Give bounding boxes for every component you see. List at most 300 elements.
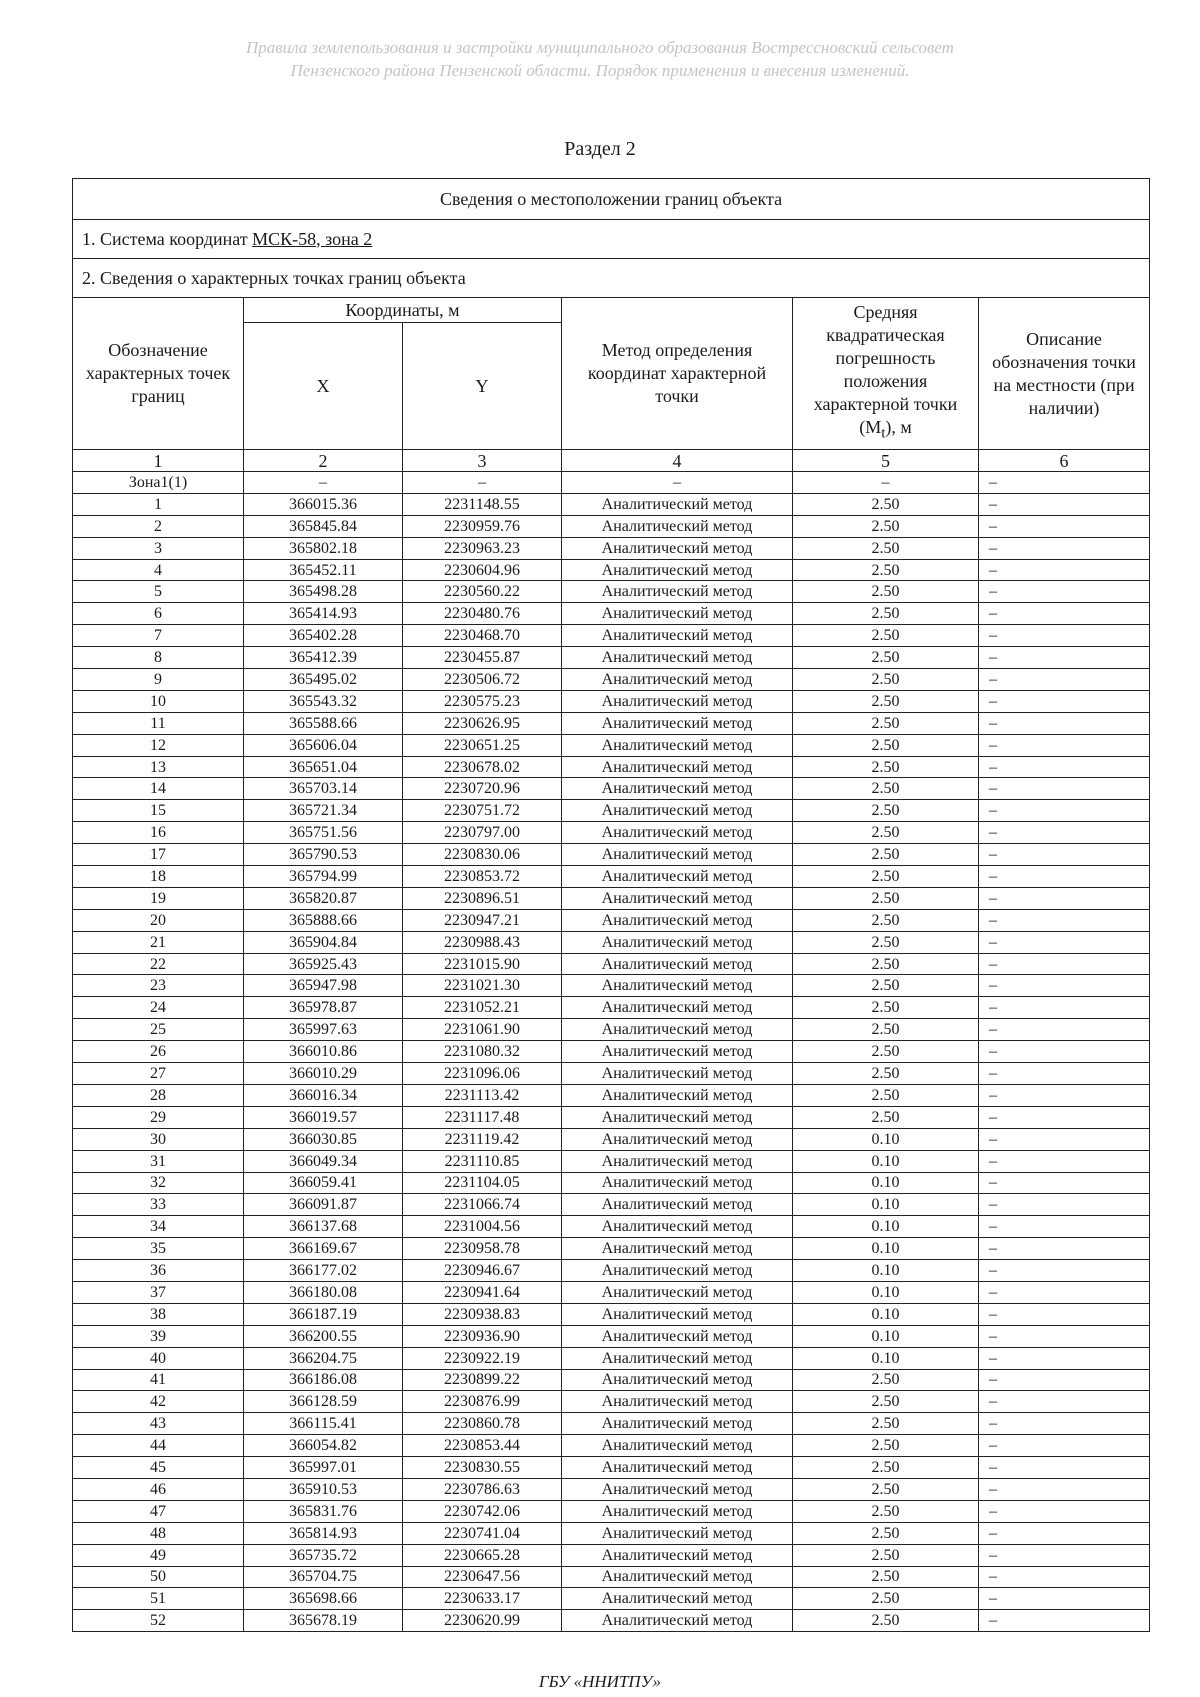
- table-cell: 2.50: [793, 822, 979, 844]
- table-cell: 2230830.55: [403, 1457, 562, 1479]
- table-cell: –: [979, 778, 1150, 800]
- table-cell: –: [979, 1281, 1150, 1303]
- table-row: [73, 1019, 1150, 1041]
- table-row: [73, 1325, 1150, 1347]
- table-cell: 24: [73, 997, 244, 1019]
- table-cell: –: [979, 931, 1150, 953]
- table-cell: 2.50: [793, 975, 979, 997]
- table-cell: 2.50: [793, 1369, 979, 1391]
- table-cell: Аналитический метод: [562, 581, 793, 603]
- table-cell: 365814.93: [244, 1522, 403, 1544]
- table-cell: 27: [73, 1063, 244, 1085]
- table-row: [73, 756, 1150, 778]
- table-cell: 2.50: [793, 887, 979, 909]
- table-cell: 32: [73, 1172, 244, 1194]
- table-cell: 2231148.55: [403, 493, 562, 515]
- table-cell: 366115.41: [244, 1413, 403, 1435]
- table-row: [73, 493, 1150, 515]
- table-cell: Аналитический метод: [562, 1260, 793, 1282]
- table-cell: 6: [73, 603, 244, 625]
- table-cell: 2230560.22: [403, 581, 562, 603]
- table-cell: Аналитический метод: [562, 669, 793, 691]
- table-cell: –: [979, 603, 1150, 625]
- table-cell: 43: [73, 1413, 244, 1435]
- table-cell: 2.50: [793, 734, 979, 756]
- table-cell: –: [979, 1500, 1150, 1522]
- table-cell: 365606.04: [244, 734, 403, 756]
- table-row: [73, 778, 1150, 800]
- table-cell: 2.50: [793, 1566, 979, 1588]
- table-cell: 365412.39: [244, 647, 403, 669]
- table-cell: 366059.41: [244, 1172, 403, 1194]
- table-cell: Аналитический метод: [562, 1128, 793, 1150]
- table-cell: 0.10: [793, 1150, 979, 1172]
- table-row: [73, 1478, 1150, 1500]
- table-cell: –: [403, 472, 562, 494]
- table-cell: 47: [73, 1500, 244, 1522]
- table-cell: 0.10: [793, 1238, 979, 1260]
- table-cell: 365997.01: [244, 1457, 403, 1479]
- table-cell: 40: [73, 1347, 244, 1369]
- table-cell: 366128.59: [244, 1391, 403, 1413]
- table-cell: 2230988.43: [403, 931, 562, 953]
- table-cell: 2.50: [793, 1588, 979, 1610]
- points-body: [73, 472, 1150, 1632]
- table-cell: 366015.36: [244, 493, 403, 515]
- table-cell: 2230455.87: [403, 647, 562, 669]
- table-cell: 365735.72: [244, 1544, 403, 1566]
- table-cell: 2.50: [793, 1413, 979, 1435]
- coordinate-system-value: МСК-58, зона 2: [252, 228, 373, 249]
- table-row: [73, 1216, 1150, 1238]
- table-cell: –: [979, 1106, 1150, 1128]
- table-cell: 26: [73, 1041, 244, 1063]
- table-cell: Аналитический метод: [562, 734, 793, 756]
- table-cell: 2.50: [793, 1478, 979, 1500]
- table-cell: 2.50: [793, 953, 979, 975]
- table-cell: Аналитический метод: [562, 1347, 793, 1369]
- table-cell: 2230626.95: [403, 712, 562, 734]
- table-row: [73, 1303, 1150, 1325]
- table-row: [73, 1128, 1150, 1150]
- table-cell: 16: [73, 822, 244, 844]
- table-cell: Аналитический метод: [562, 1216, 793, 1238]
- table-cell: 15: [73, 800, 244, 822]
- table-row: [73, 1063, 1150, 1085]
- table-row: [73, 1435, 1150, 1457]
- table-cell: 2.50: [793, 690, 979, 712]
- table-row: [73, 1150, 1150, 1172]
- table-cell: Аналитический метод: [562, 647, 793, 669]
- table-cell: –: [979, 1610, 1150, 1632]
- table-row: [73, 997, 1150, 1019]
- table-cell: 11: [73, 712, 244, 734]
- table-cell: 365414.93: [244, 603, 403, 625]
- table-cell: 365498.28: [244, 581, 403, 603]
- table-cell: –: [979, 887, 1150, 909]
- table-cell: 366200.55: [244, 1325, 403, 1347]
- table-row: [73, 690, 1150, 712]
- table-cell: 2230936.90: [403, 1325, 562, 1347]
- table-cell: 366054.82: [244, 1435, 403, 1457]
- table-row: [73, 1566, 1150, 1588]
- table-row: [73, 844, 1150, 866]
- table-cell: Аналитический метод: [562, 1457, 793, 1479]
- table-cell: –: [244, 472, 403, 494]
- table-cell: 39: [73, 1325, 244, 1347]
- table-cell: –: [562, 472, 793, 494]
- table-cell: 0.10: [793, 1281, 979, 1303]
- table-cell: 2231021.30: [403, 975, 562, 997]
- table-cell: 366016.34: [244, 1084, 403, 1106]
- table-cell: Аналитический метод: [562, 1369, 793, 1391]
- table-cell: 2.50: [793, 493, 979, 515]
- table-row: [73, 1238, 1150, 1260]
- table-cell: –: [979, 997, 1150, 1019]
- table-cell: 46: [73, 1478, 244, 1500]
- table-cell: 366186.08: [244, 1369, 403, 1391]
- table-cell: –: [979, 800, 1150, 822]
- table-cell: 366010.29: [244, 1063, 403, 1085]
- table-cell: 2.50: [793, 581, 979, 603]
- table-cell: 2230720.96: [403, 778, 562, 800]
- table-row: [73, 887, 1150, 909]
- table-cell: –: [979, 1457, 1150, 1479]
- table-cell: 2231117.48: [403, 1106, 562, 1128]
- table-cell: 2230958.78: [403, 1238, 562, 1260]
- table-cell: 7: [73, 625, 244, 647]
- table-cell: 0.10: [793, 1303, 979, 1325]
- table-row: [73, 625, 1150, 647]
- table-cell: 33: [73, 1194, 244, 1216]
- table-cell: 365588.66: [244, 712, 403, 734]
- points-heading: 2. Сведения о характерных точках границ объекта: [73, 259, 1150, 298]
- table-cell: Аналитический метод: [562, 1281, 793, 1303]
- header-coordinates: Координаты, м: [244, 298, 562, 323]
- table-cell: 2.50: [793, 1500, 979, 1522]
- table-row: [73, 1391, 1150, 1413]
- table-cell: 0.10: [793, 1194, 979, 1216]
- table-cell: 2231015.90: [403, 953, 562, 975]
- table-row: [73, 669, 1150, 691]
- table-cell: 44: [73, 1435, 244, 1457]
- table-cell: Аналитический метод: [562, 756, 793, 778]
- table-cell: 2.50: [793, 712, 979, 734]
- table-cell: Аналитический метод: [562, 1063, 793, 1085]
- table-cell: 2.50: [793, 1019, 979, 1041]
- table-cell: 2230959.76: [403, 515, 562, 537]
- table-cell: Аналитический метод: [562, 866, 793, 888]
- table-cell: 2.50: [793, 844, 979, 866]
- table-cell: Аналитический метод: [562, 997, 793, 1019]
- table-cell: Аналитический метод: [562, 1150, 793, 1172]
- table-cell: –: [979, 493, 1150, 515]
- table-cell: 45: [73, 1457, 244, 1479]
- table-cell: 366180.08: [244, 1281, 403, 1303]
- table-cell: 365888.66: [244, 909, 403, 931]
- table-cell: 2230786.63: [403, 1478, 562, 1500]
- table-cell: 29: [73, 1106, 244, 1128]
- table-cell: –: [979, 712, 1150, 734]
- table-cell: 2.50: [793, 1391, 979, 1413]
- table-cell: 365845.84: [244, 515, 403, 537]
- table-cell: 365452.11: [244, 559, 403, 581]
- table-cell: Аналитический метод: [562, 953, 793, 975]
- table-cell: 2230946.67: [403, 1260, 562, 1282]
- table-cell: –: [979, 581, 1150, 603]
- table-row: [73, 1544, 1150, 1566]
- table-cell: 2.50: [793, 1041, 979, 1063]
- table-cell: 2.50: [793, 866, 979, 888]
- table-cell: 365978.87: [244, 997, 403, 1019]
- table-row: [73, 712, 1150, 734]
- table-cell: 2230506.72: [403, 669, 562, 691]
- table-cell: 2231119.42: [403, 1128, 562, 1150]
- table-cell: 2230741.04: [403, 1522, 562, 1544]
- table-cell: 365910.53: [244, 1478, 403, 1500]
- table-cell: 4: [73, 559, 244, 581]
- table-row: [73, 1457, 1150, 1479]
- table-cell: 12: [73, 734, 244, 756]
- table-cell: 52: [73, 1610, 244, 1632]
- table-cell: Аналитический метод: [562, 1588, 793, 1610]
- header-error-text: Средняя квадратическая погрешность положения характерной точки (M: [813, 302, 958, 438]
- coordinate-system-row: [73, 220, 1150, 259]
- table-cell: 365947.98: [244, 975, 403, 997]
- table-cell: 2230876.99: [403, 1391, 562, 1413]
- table-cell: 2.50: [793, 800, 979, 822]
- table-cell: 2230604.96: [403, 559, 562, 581]
- table-cell: 14: [73, 778, 244, 800]
- table-cell: 366091.87: [244, 1194, 403, 1216]
- table-cell: 0.10: [793, 1172, 979, 1194]
- table-cell: –: [979, 1347, 1150, 1369]
- table-cell: Аналитический метод: [562, 844, 793, 866]
- table-cell: 17: [73, 844, 244, 866]
- table-cell: Аналитический метод: [562, 1610, 793, 1632]
- table-cell: 365495.02: [244, 669, 403, 691]
- table-cell: 2231113.42: [403, 1084, 562, 1106]
- table-cell: 2.50: [793, 1063, 979, 1085]
- table-cell: –: [979, 909, 1150, 931]
- table-cell: 2.50: [793, 537, 979, 559]
- table-row: [73, 909, 1150, 931]
- table-cell: –: [979, 844, 1150, 866]
- table-cell: 5: [73, 581, 244, 603]
- table-cell: –: [979, 975, 1150, 997]
- table-cell: Аналитический метод: [562, 909, 793, 931]
- table-row: [73, 581, 1150, 603]
- table-cell: 0.10: [793, 1216, 979, 1238]
- table-cell: 2230651.25: [403, 734, 562, 756]
- table-cell: 25: [73, 1019, 244, 1041]
- table-row: [73, 1413, 1150, 1435]
- table-row: [73, 647, 1150, 669]
- table-cell: 2230647.56: [403, 1566, 562, 1588]
- table-cell: Аналитический метод: [562, 603, 793, 625]
- header-error-subscript: t: [881, 425, 886, 442]
- table-cell: 2231066.74: [403, 1194, 562, 1216]
- table-cell: Аналитический метод: [562, 712, 793, 734]
- table-cell: 2230633.17: [403, 1588, 562, 1610]
- section-title: Раздел 2: [564, 138, 636, 160]
- table-cell: Аналитический метод: [562, 493, 793, 515]
- table-cell: 2230853.72: [403, 866, 562, 888]
- table-cell: –: [979, 1172, 1150, 1194]
- table-row: [73, 822, 1150, 844]
- column-number: 2: [244, 450, 403, 472]
- table-cell: 2230853.44: [403, 1435, 562, 1457]
- header-x: X: [244, 323, 403, 450]
- table-cell: –: [979, 690, 1150, 712]
- table-row: [73, 1588, 1150, 1610]
- table-row: [73, 1194, 1150, 1216]
- table-cell: 18: [73, 866, 244, 888]
- table-cell: –: [979, 669, 1150, 691]
- header-y: Y: [403, 323, 562, 450]
- table-cell: –: [979, 1566, 1150, 1588]
- table-row: [73, 953, 1150, 975]
- table-cell: 365831.76: [244, 1500, 403, 1522]
- header-mean-square-error: [793, 298, 979, 450]
- table-cell: Зона1(1): [73, 472, 244, 494]
- table-cell: 365651.04: [244, 756, 403, 778]
- table-cell: –: [979, 1019, 1150, 1041]
- table-cell: –: [979, 515, 1150, 537]
- column-number: 5: [793, 450, 979, 472]
- table-cell: 2230830.06: [403, 844, 562, 866]
- table-cell: 2.50: [793, 997, 979, 1019]
- column-numbers-row: [73, 450, 1150, 472]
- table-cell: 2.50: [793, 756, 979, 778]
- table-cell: –: [979, 1544, 1150, 1566]
- table-cell: 2230963.23: [403, 537, 562, 559]
- table-cell: 2.50: [793, 778, 979, 800]
- table-cell: 2230742.06: [403, 1500, 562, 1522]
- table-cell: 2.50: [793, 1522, 979, 1544]
- table-cell: 2231061.90: [403, 1019, 562, 1041]
- table-cell: 365820.87: [244, 887, 403, 909]
- table-cell: 21: [73, 931, 244, 953]
- table-cell: –: [979, 1478, 1150, 1500]
- table-cell: –: [979, 1063, 1150, 1085]
- table-cell: 2230922.19: [403, 1347, 562, 1369]
- running-header: [140, 36, 1060, 82]
- table-cell: Аналитический метод: [562, 1194, 793, 1216]
- table-row: [73, 1610, 1150, 1632]
- table-cell: –: [979, 625, 1150, 647]
- table-cell: Аналитический метод: [562, 1478, 793, 1500]
- table-cell: 41: [73, 1369, 244, 1391]
- table-cell: 2230797.00: [403, 822, 562, 844]
- header-method: Метод определения координат характерной точки: [562, 298, 793, 450]
- table-cell: 10: [73, 690, 244, 712]
- footer: ГБУ «ННИТПУ»: [538, 1672, 662, 1691]
- table-row: [73, 1106, 1150, 1128]
- table-cell: 9: [73, 669, 244, 691]
- table-cell: –: [979, 1522, 1150, 1544]
- column-number: 3: [403, 450, 562, 472]
- table-cell: 2.50: [793, 1457, 979, 1479]
- table-cell: 2.50: [793, 909, 979, 931]
- table-row: [73, 1369, 1150, 1391]
- table-cell: Аналитический метод: [562, 1435, 793, 1457]
- table-cell: Аналитический метод: [562, 1303, 793, 1325]
- table-row: [73, 515, 1150, 537]
- table-cell: 365751.56: [244, 822, 403, 844]
- table-cell: Аналитический метод: [562, 625, 793, 647]
- table-cell: 0.10: [793, 1260, 979, 1282]
- table-cell: Аналитический метод: [562, 1084, 793, 1106]
- table-cell: –: [979, 1435, 1150, 1457]
- table-cell: Аналитический метод: [562, 559, 793, 581]
- table-cell: Аналитический метод: [562, 800, 793, 822]
- table-cell: 2230860.78: [403, 1413, 562, 1435]
- table-cell: –: [979, 1588, 1150, 1610]
- table-cell: –: [979, 756, 1150, 778]
- table-cell: 42: [73, 1391, 244, 1413]
- table-cell: 2230620.99: [403, 1610, 562, 1632]
- table-cell: –: [979, 1084, 1150, 1106]
- table-cell: 365698.66: [244, 1588, 403, 1610]
- table-cell: 2.50: [793, 931, 979, 953]
- table-cell: 38: [73, 1303, 244, 1325]
- table-row: [73, 734, 1150, 756]
- table-cell: Аналитический метод: [562, 1500, 793, 1522]
- table-cell: 2.50: [793, 559, 979, 581]
- table-cell: 2231096.06: [403, 1063, 562, 1085]
- table-cell: Аналитический метод: [562, 931, 793, 953]
- running-header-line: Правила землепользования и застройки муниципального образования Вострессновский сельсовет: [246, 38, 954, 57]
- table-cell: Аналитический метод: [562, 537, 793, 559]
- table-cell: 366177.02: [244, 1260, 403, 1282]
- table-cell: 365678.19: [244, 1610, 403, 1632]
- table-cell: 2231104.05: [403, 1172, 562, 1194]
- table-cell: –: [979, 1391, 1150, 1413]
- table-row: [73, 1260, 1150, 1282]
- table-cell: 34: [73, 1216, 244, 1238]
- table-cell: 35: [73, 1238, 244, 1260]
- table-cell: –: [979, 1194, 1150, 1216]
- table-cell: 0.10: [793, 1325, 979, 1347]
- table-cell: 365402.28: [244, 625, 403, 647]
- table-cell: 2.50: [793, 1544, 979, 1566]
- table-cell: 366204.75: [244, 1347, 403, 1369]
- table-cell: –: [979, 1150, 1150, 1172]
- table-cell: 50: [73, 1566, 244, 1588]
- table-cell: 2231110.85: [403, 1150, 562, 1172]
- table-cell: 1: [73, 493, 244, 515]
- table-cell: –: [979, 1260, 1150, 1282]
- table-cell: 2230468.70: [403, 625, 562, 647]
- table-cell: 23: [73, 975, 244, 997]
- table-cell: 366187.19: [244, 1303, 403, 1325]
- table-cell: 37: [73, 1281, 244, 1303]
- table-row: [73, 603, 1150, 625]
- table-cell: Аналитический метод: [562, 1413, 793, 1435]
- table-cell: 2230899.22: [403, 1369, 562, 1391]
- table-row: [73, 1500, 1150, 1522]
- table-cell: 2231004.56: [403, 1216, 562, 1238]
- table-cell: 2230575.23: [403, 690, 562, 712]
- table-cell: 366010.86: [244, 1041, 403, 1063]
- table-cell: –: [979, 734, 1150, 756]
- table-row: [73, 1522, 1150, 1544]
- table-cell: –: [979, 1238, 1150, 1260]
- table-cell: 366030.85: [244, 1128, 403, 1150]
- table-title: Сведения о местоположении границ объекта: [73, 179, 1150, 220]
- table-row: [73, 559, 1150, 581]
